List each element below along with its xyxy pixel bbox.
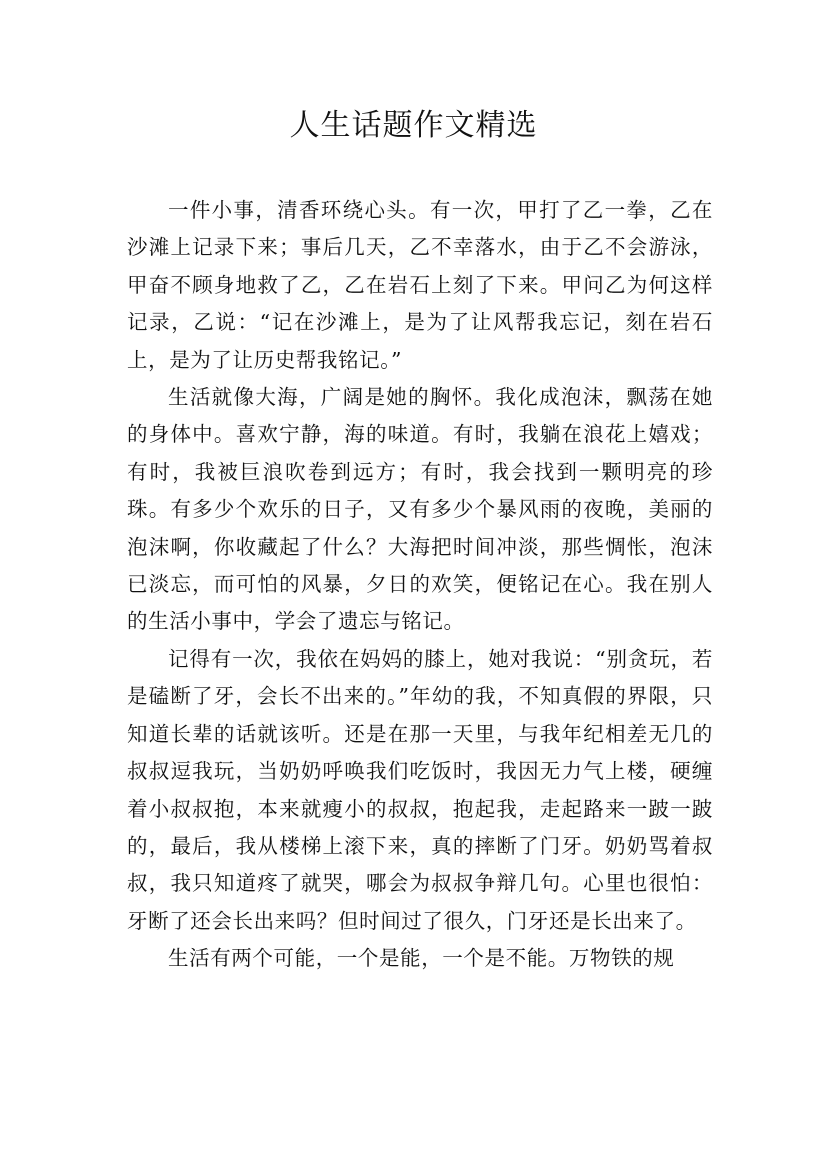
paragraph-3: 记得有一次，我依在妈妈的膝上，她对我说：“别贪玩，若是磕断了牙，会长不出来的。”年幼的我，不知真假的界限，只知道长辈的话就该听。还是在那一天里，与我年纪相差无几的叔叔逗我玩，当奶奶呼唤我们吃饭时，我因无力气上楼，硬缠着小叔叔抱，本来就瘦小的叔叔，抱起我，走起路来一跛一跛的，最后，我从楼梯上滚下来，真的摔断了门牙。奶奶骂着叔叔，我只知道疼了就哭，哪会为叔叔争辩几句。心里也很怕：牙断了还会长出来吗？但时间过了很久，门牙还是长出来了。	[127, 646, 713, 933]
paragraph-1: 一件小事，清香环绕心头。有一次，甲打了乙一拳，乙在沙滩上记录下来；事后几天，乙不幸落水，由于乙不会游泳，甲奋不顾身地救了乙，乙在岩石上刻了下来。甲问乙为何这样记录，乙说：“记在沙滩上，是为了让风帮我忘记，刻在岩石上，是为了让历史帮我铭记。”	[127, 198, 713, 372]
paragraph-4: 生活有两个可能，一个是能，一个是不能。万物铁的规	[168, 946, 675, 971]
paragraph-2: 生活就像大海，广阔是她的胸怀。我化成泡沫，飘荡在她的身体中。喜欢宁静，海的味道。有时，我躺在浪花上嬉戏；有时，我被巨浪吹卷到远方；有时，我会找到一颗明亮的珍珠。有多少个欢乐的日子，又有多少个暴风雨的夜晚，美丽的泡沫啊，你收藏起了什么？大海把时间冲淡，那些惆怅，泡沫已淡忘，而可怕的风暴，夕日的欢笑，便铭记在心。我在别人的生活小事中，学会了遗忘与铭记。	[127, 385, 713, 634]
document-body	[127, 192, 713, 978]
document-title: 人生话题作文精选	[289, 108, 538, 143]
